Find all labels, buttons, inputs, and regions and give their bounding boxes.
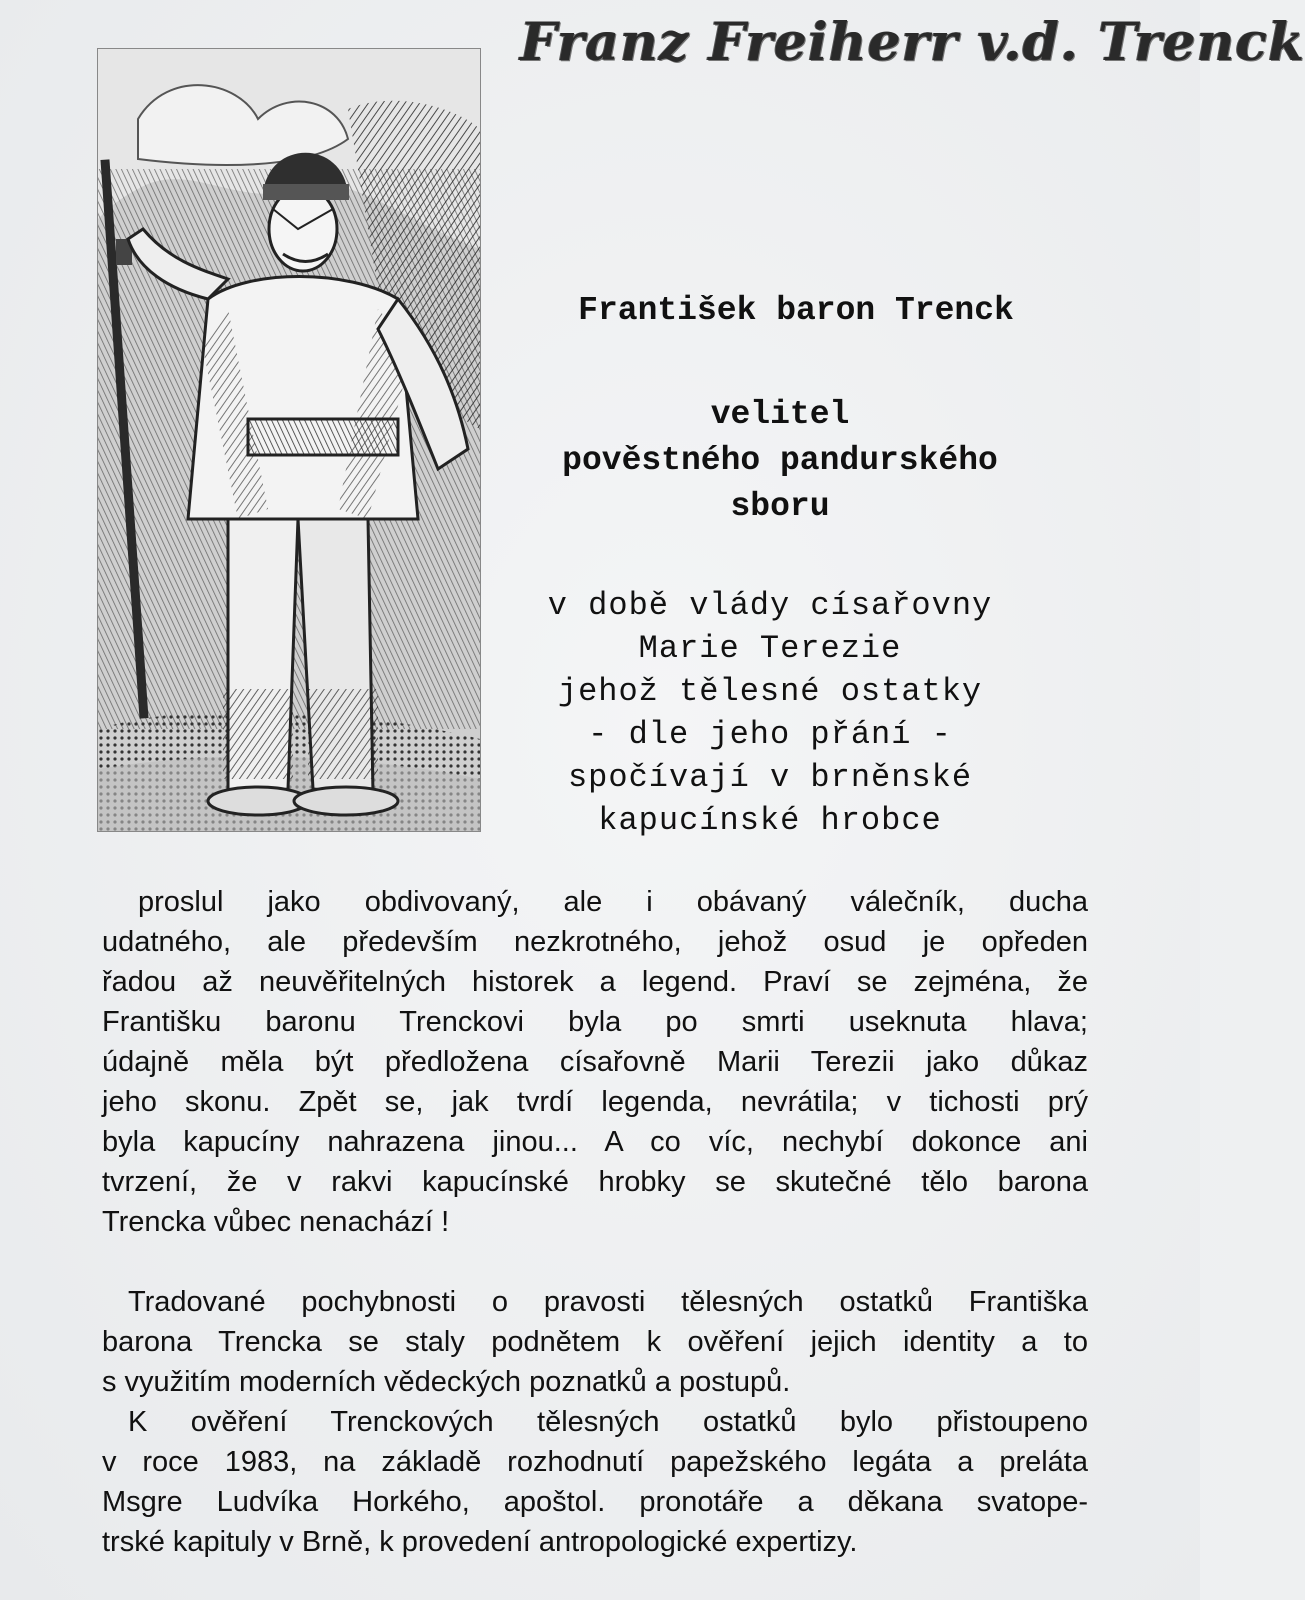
text-line: údajně měla být předložena císařovně Marii Terezii jako důkaz [102, 1046, 1088, 1078]
era-line: Marie Terezie [638, 630, 902, 667]
subtitle-line: sboru [730, 488, 830, 525]
text-line: jeho skonu. Zpět se, jak tvrdí legenda, nevrátila; v tichosti prý [102, 1086, 1088, 1118]
text-line: řadou až neuvěřitelných historek a legend. Praví se zejména, že [102, 966, 1088, 998]
subtitle-line: velitel [710, 396, 850, 433]
text-line: s využitím moderních vědeckých poznatků a postupů. [102, 1366, 791, 1398]
text-line: Františku baronu Trenckovi byla po smrti useknuta hlava; [102, 1006, 1088, 1038]
paragraph-3 [102, 1402, 1088, 1562]
era-line: - dle jeho přání - [588, 716, 952, 753]
text-line: proslul jako obdivovaný, ale i obávaný válečník, ducha [138, 886, 1088, 918]
text-line: Msgre Ludvíka Horkého, apoštol. pronotáře a děkana svatope- [102, 1486, 1088, 1518]
subtitle-line: pověstného pandurského [562, 442, 998, 479]
text-line: tvrzení, že v rakvi kapucínské hrobky se skutečné tělo barona [102, 1166, 1088, 1198]
era-text [500, 584, 1040, 842]
text-line: v roce 1983, na základě rozhodnutí papežského legáta a preláta [102, 1446, 1088, 1478]
era-line: spočívají v brněnské [567, 759, 973, 796]
era-line: kapucínské hrobce [598, 802, 942, 839]
paragraph-2 [102, 1282, 1088, 1402]
body-text [102, 882, 1088, 1562]
paragraph-1 [102, 882, 1088, 1242]
era-line: v době vlády císařovny [547, 587, 993, 624]
text-line: Trencka vůbec nenachází ! [102, 1206, 450, 1238]
subtitle [480, 392, 1080, 530]
text-line: udatného, ale především nezkrotného, jehož osud je opředen [102, 926, 1088, 958]
gothic-heading: Franz Freiherr v.d. Trenck [520, 12, 1305, 73]
text-line: Tradované pochybnosti o pravosti tělesných ostatků Františka [128, 1286, 1088, 1318]
text-line: trské kapituly v Brně, k provedení antropologické expertizy. [102, 1526, 858, 1558]
text-line: K ověření Trenckových tělesných ostatků bylo přistoupeno [128, 1406, 1088, 1438]
engraving-illustration [98, 49, 480, 831]
text-line: byla kapucíny nahrazena jinou... A co víc, nechybí dokonce ani [102, 1126, 1088, 1158]
portrait-engraving [97, 48, 481, 832]
main-title: František baron Trenck [578, 292, 1014, 329]
text-line: barona Trencka se staly podnětem k ověření jejich identity a to [102, 1326, 1088, 1358]
era-line: jehož tělesné ostatky [557, 673, 983, 710]
